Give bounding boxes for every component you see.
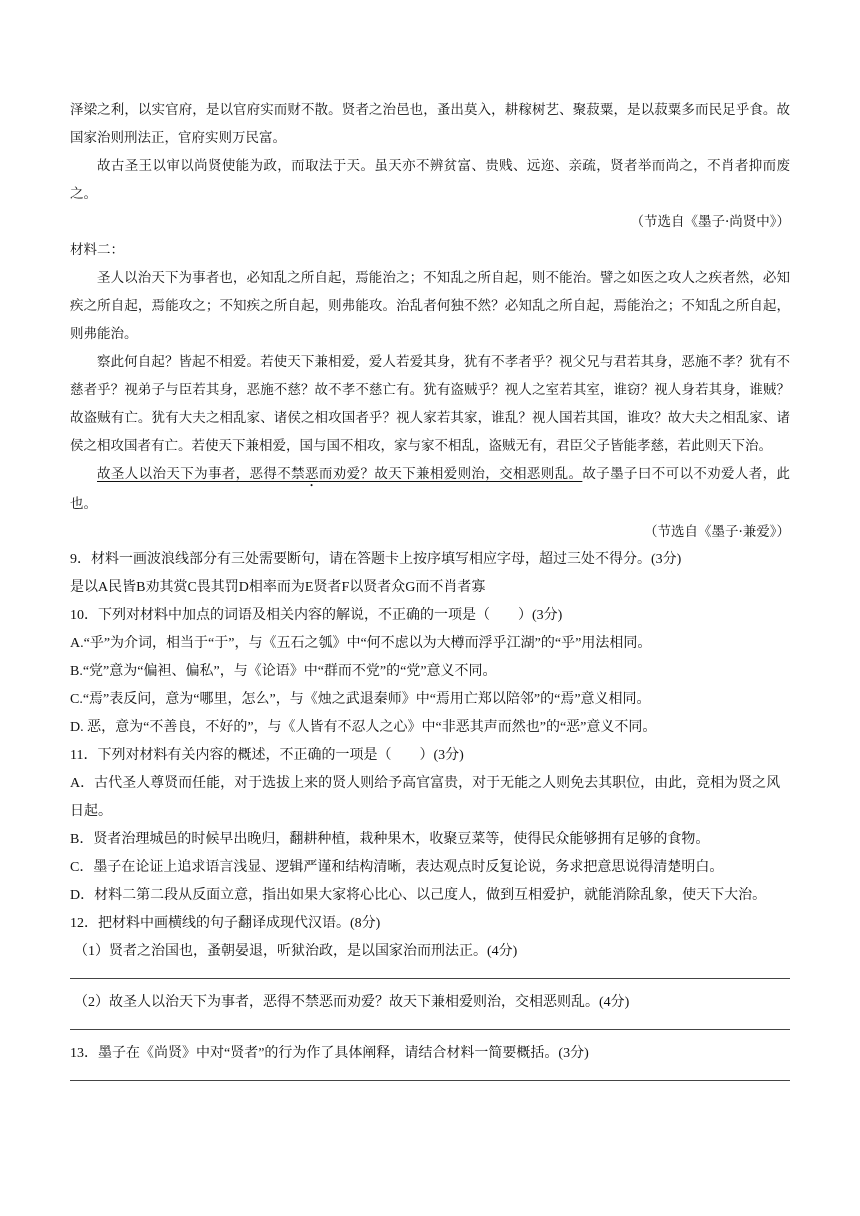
- question-10-option-a: A.“乎”为介词，相当于“于”，与《五石之瓠》中“何不虑以为大樽而浮乎江湖”的“乎”用法相同。: [70, 636, 652, 651]
- answer-line-13[interactable]: [70, 1068, 790, 1081]
- dotted-word: 恶: [305, 466, 319, 482]
- passage1-paragraph-continued: 泽梁之利，以实官府，是以官府实而财不散。贤者之治邑也，蚤出莫入，耕稼树艺、聚菽粟，是以菽粟多而民足乎食。故国家治则刑法正，官府实则万民富。: [70, 102, 790, 146]
- passage1-source: （节选自《墨子·尚贤中》）: [630, 214, 790, 230]
- question-11-option-b: B．贤者治理城邑的时候早出晚归，翻耕种植，栽种果木，收聚豆菜等，使得民众能够拥有足够的食物。: [70, 832, 710, 847]
- passage1-paragraph-3: 故古圣王以审以尚贤使能为政，而取法于天。虽天亦不辨贫富、贵贱、远迩、亲疏，贤者举而尚之，不肖者抑而废之。: [70, 158, 790, 202]
- question-9-text: 是以A民皆B劝其赏C畏其罚D相率而为E贤者F以贤者众G而不肖者寡: [70, 580, 486, 595]
- passage2-paragraph-3-rest: 故子墨子曰不可以不劝爱人者，此也。: [70, 466, 791, 512]
- passage2-heading: 材料二：: [70, 242, 124, 258]
- question-10-option-b: B.“党”意为“偏袒、偏私”，与《论语》中“群而不党”的“党”意义不同。: [70, 664, 497, 679]
- question-11-option-d: D．材料二第二段从反面立意，指出如果大家将心比心、以己度人，做到互相爱护，就能消除乱象，使天下大治。: [70, 888, 767, 903]
- question-10-option-d: D. 恶，意为“不善良，不好的”，与《人皆有不忍人之心》中“非恶其声而然也”的“恶”意义不同。: [70, 720, 657, 735]
- question-10-option-c: C.“焉”表反问，意为“哪里，怎么”，与《烛之武退秦师》中“焉用亡郑以陪邻”的“焉”意义相同。: [70, 692, 651, 707]
- question-13: 13．墨子在《尚贤》中对“贤者”的行为作了具体阐释，请结合材料一简要概括。(3分): [70, 1046, 589, 1061]
- question-12-part-2: （2）故圣人以治天下为事者，恶得不禁恶而劝爱？故天下兼相爱则治，交相恶则乱。(4分): [74, 995, 630, 1010]
- question-11: 11．下列对材料有关内容的概述，不正确的一项是（ ）(3分): [70, 748, 464, 763]
- question-12: 12．把材料中画横线的句子翻译成现代汉语。(8分): [70, 916, 381, 931]
- question-9: 9．材料一画波浪线部分有三处需要断句，请在答题卡上按序填写相应字母，超过三处不得分。(3分): [70, 552, 682, 567]
- page-content: [70, 96, 790, 1091]
- question-11-option-a: A．古代圣人尊贤而任能，对于选拔上来的贤人则给予高官富贵，对于无能之人则免去其职位，由此，竞相为贤之风日起。: [70, 776, 781, 819]
- question-11-option-c: C．墨子在论证上追求语言浅显、逻辑严谨和结构清晰，表达观点时反复论说，务求把意思说得清楚明白。: [70, 860, 724, 875]
- passage2-paragraph-3: [70, 460, 790, 518]
- passage2-paragraph-1: 圣人以治天下为事者也，必知乱之所自起，焉能治之；不知乱之所自起，则不能治。譬之如医之攻人之疾者然，必知疾之所自起，焉能攻之；不知疾之所自起，则弗能攻。治乱者何独不然？必知乱之所自起，焉能治之；不知乱之所自起，则弗能治。: [70, 270, 790, 342]
- answer-line-12-2[interactable]: [70, 1017, 790, 1030]
- underlined-sentence: 故圣人以治天下为事者，恶得不禁恶而劝爱？故天下兼相爱则治，交相恶则乱。: [97, 466, 583, 482]
- question-10: 10．下列对材料中加点的词语及相关内容的解说，不正确的一项是（ ）(3分): [70, 608, 563, 623]
- answer-line-12-1[interactable]: [70, 966, 790, 979]
- passage2-paragraph-2: 察此何自起？皆起不相爱。若使天下兼相爱，爱人若爱其身，犹有不孝者乎？视父兄与君若其身，恶施不孝？犹有不慈者乎？视弟子与臣若其身，恶施不慈？故不孝不慈亡有。犹有盗贼乎？视人之室若其室，谁窃？视人身若其身，谁贼？故盗贼有亡。犹有大夫之相乱家、诸侯之相攻国者乎？视人家若其家，谁乱？视人国若其国，谁攻？故大夫之相乱家、诸侯之相攻国者有亡。若使天下兼相爱，国与国不相攻，家与家不相乱，盗贼无有，君臣父子皆能孝慈，若此则天下治。: [70, 354, 790, 454]
- question-12-part-1: （1）贤者之治国也，蚤朝晏退，听狱治政，是以国家治而刑法正。(4分): [74, 944, 518, 959]
- passage2-source: （节选自《墨子·兼爱》）: [643, 524, 790, 540]
